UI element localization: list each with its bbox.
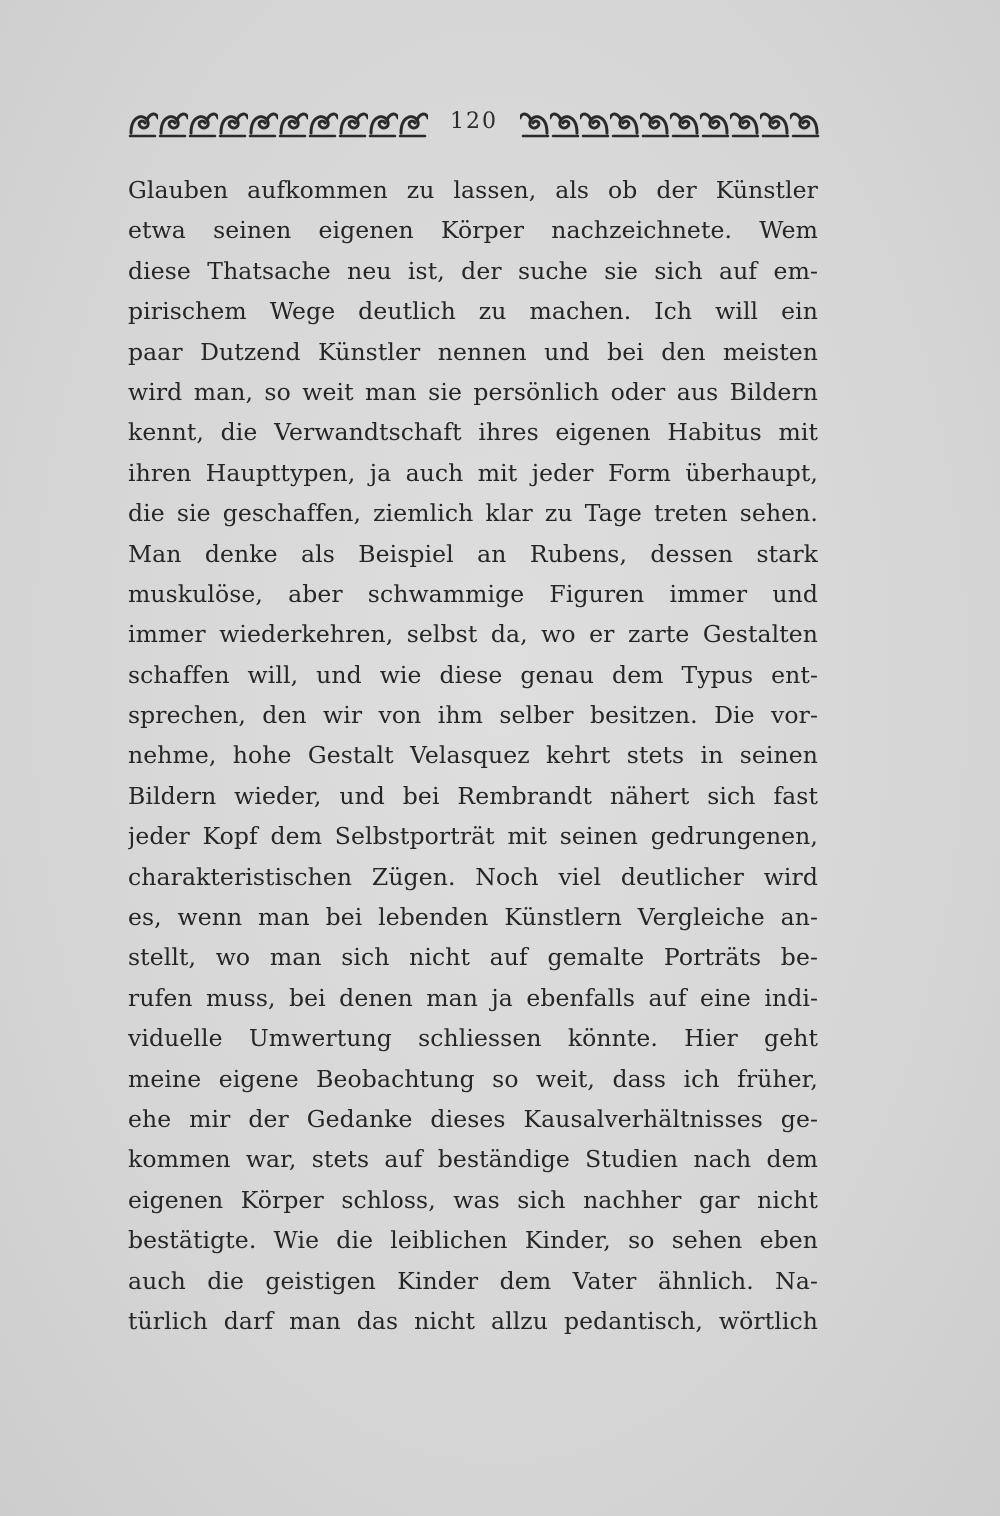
text-line: rufen muss, bei denen man ja ebenfalls auf eine indi-	[128, 983, 818, 1012]
text-line: jeder Kopf dem Selbstporträt mit seinen gedrungenen,	[128, 822, 818, 851]
text-line: muskulöse, aber schwammige Figuren immer und	[128, 579, 818, 608]
text-line: es, wenn man bei lebenden Künstlern Vergleiche an-	[128, 903, 818, 932]
text-line: meine eigene Beobachtung so weit, dass ich früher,	[128, 1064, 818, 1093]
text-line: kennt, die Verwandtschaft ihres eigenen Habitus mit	[128, 418, 818, 447]
text-line: pirischem Wege deutlich zu machen. Ich will ein	[128, 297, 818, 326]
text-line: Man denke als Beispiel an Rubens, dessen stark	[128, 539, 818, 568]
text-line: sprechen, den wir von ihm selber besitzen. Die vor-	[128, 701, 818, 730]
text-line: türlich darf man das nicht allzu pedantisch, wörtlich	[128, 1306, 818, 1335]
text-line: Glauben aufkommen zu lassen, als ob der Künstler	[128, 176, 818, 204]
text-line: Bildern wieder, und bei Rembrandt nähert sich fast	[128, 781, 818, 810]
text-line: eigenen Körper schloss, was sich nachher gar nicht	[128, 1185, 818, 1214]
text-line: etwa seinen eigenen Körper nachzeichnete. Wem	[128, 216, 818, 245]
text-line: bestätigte. Wie die leiblichen Kinder, so sehen eben	[128, 1226, 818, 1255]
text-line: paar Dutzend Künstler nennen und bei den meisten	[128, 337, 818, 366]
text-line: immer wiederkehren, selbst da, wo er zarte Gestalten	[128, 620, 818, 649]
text-line: ihren Haupttypen, ja auch mit jeder Form überhaupt,	[128, 458, 818, 487]
text-line: stellt, wo man sich nicht auf gemalte Porträts be-	[128, 943, 818, 972]
text-line: charakteristischen Zügen. Noch viel deutlicher wird	[128, 862, 818, 891]
text-line: wird man, so weit man sie persönlich oder aus Bildern	[128, 377, 818, 406]
right-ornament-icon	[520, 107, 820, 141]
text-line: diese Thatsache neu ist, der suche sie sich auf em-	[128, 256, 818, 285]
body-text	[128, 170, 818, 1341]
text-line: auch die geistigen Kinder dem Vater ähnlich. Na-	[128, 1266, 818, 1295]
page-number: 120	[450, 108, 498, 134]
text-line: kommen war, stets auf beständige Studien nach dem	[128, 1145, 818, 1174]
text-line: viduelle Umwertung schliessen könnte. Hier geht	[128, 1024, 818, 1053]
text-line: schaffen will, und wie diese genau dem Typus ent-	[128, 660, 818, 689]
text-line: die sie geschaffen, ziemlich klar zu Tage treten sehen.	[128, 499, 818, 528]
running-header	[128, 104, 820, 144]
text-line: nehme, hohe Gestalt Velasquez kehrt stets in seinen	[128, 741, 818, 770]
text-line: ehe mir der Gedanke dieses Kausalverhältnisses ge-	[128, 1104, 818, 1133]
left-ornament-icon	[128, 107, 428, 141]
